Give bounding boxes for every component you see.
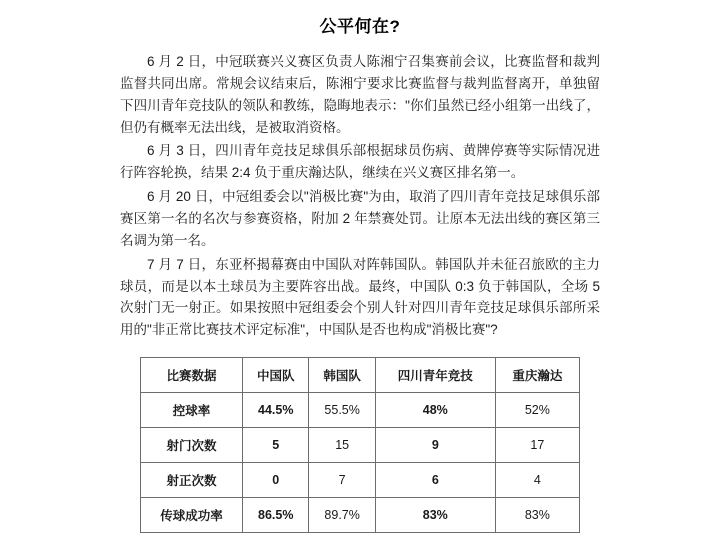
cell-possession-china: 44.5% — [243, 393, 309, 428]
page-title: 公平何在? — [319, 17, 401, 36]
column-header-korea: 韩国队 — [309, 358, 375, 393]
row-label-possession: 控球率 — [141, 393, 243, 428]
cell-possession-korea: 55.5% — [309, 393, 375, 428]
paragraph-4: 7 月 7 日，东亚杯揭幕赛由中国队对阵韩国队。韩国队并未征召旅欧的主力球员，而是以本土球员为主要阵容出战。最终，中国队 0:3 负于韩国队，全场 5 次射门无一射正。如果按照中冠组委会个别人针对四川青年竞技足球俱乐部所采用的"非正常比赛技术评定标准"，中国队是否也构成"消极比赛"? — [120, 256, 600, 338]
column-header-metric: 比赛数据 — [141, 358, 243, 393]
cell-pass-chongqing: 83% — [495, 498, 579, 533]
paragraph-2: 6 月 3 日，四川青年竞技足球俱乐部根据球员伤病、黄牌停赛等实际情况进行阵容轮换，结果 2:4 负于重庆瀚达队，继续在兴义赛区排名第一。 — [120, 143, 600, 181]
paragraph-3: 6 月 20 日，中冠组委会以"消极比赛"为由，取消了四川青年竞技足球俱乐部赛区第一名的名次与参赛资格，附加 2 年禁赛处罚。让原本无法出线的赛区第三名调为第一名。 — [120, 189, 600, 248]
row-label-shots: 射门次数 — [141, 428, 243, 463]
document-body — [120, 51, 600, 341]
table-row — [141, 428, 580, 463]
table-row — [141, 463, 580, 498]
paragraph-1: 6 月 2 日，中冠联赛兴义赛区负责人陈湘宁召集赛前会议，比赛监督和裁判监督共同出席。常规会议结束后，陈湘宁要求比赛监督与裁判监督离开，单独留下四川青年竞技队的领队和教练，隐晦地表示："你们虽然已经小组第一出线了，但仍有概率无法出线，是被取消资格。 — [120, 54, 600, 135]
table-header-row — [141, 358, 580, 393]
column-header-china: 中国队 — [243, 358, 309, 393]
cell-pass-sichuan: 83% — [375, 498, 495, 533]
stats-table-wrapper — [120, 357, 600, 533]
column-header-chongqing: 重庆瀚达 — [495, 358, 579, 393]
cell-ontarget-china: 0 — [243, 463, 309, 498]
match-stats-table — [140, 357, 580, 533]
column-header-sichuan: 四川青年竞技 — [375, 358, 495, 393]
cell-ontarget-sichuan: 6 — [375, 463, 495, 498]
cell-pass-china: 86.5% — [243, 498, 309, 533]
cell-possession-chongqing: 52% — [495, 393, 579, 428]
cell-shots-chongqing: 17 — [495, 428, 579, 463]
cell-ontarget-chongqing: 4 — [495, 463, 579, 498]
row-label-shots-on-target: 射正次数 — [141, 463, 243, 498]
table-row — [141, 393, 580, 428]
table-row — [141, 498, 580, 533]
cell-ontarget-korea: 7 — [309, 463, 375, 498]
cell-shots-china: 5 — [243, 428, 309, 463]
row-label-pass-accuracy: 传球成功率 — [141, 498, 243, 533]
cell-possession-sichuan: 48% — [375, 393, 495, 428]
cell-pass-korea: 89.7% — [309, 498, 375, 533]
cell-shots-korea: 15 — [309, 428, 375, 463]
cell-shots-sichuan: 9 — [375, 428, 495, 463]
